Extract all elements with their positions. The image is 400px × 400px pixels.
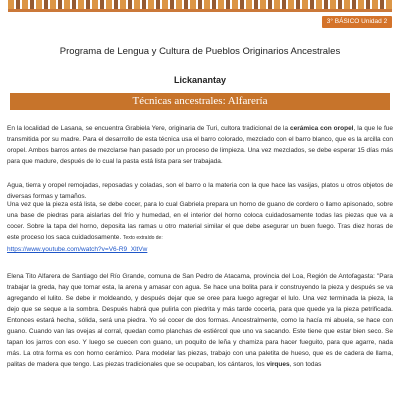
paragraph-4 — [7, 271, 393, 370]
paragraph-3-text: Una vez que la pieza está lista, se debe cocer, para lo cual Gabriela prepara un horno de guano de cordero o llamo apisonado, sobre una base de piedras para aislarlas del frío y humedad, en el interior del horno coloca cuidadosamente todas las piezas que va a cocer. Sobre la tapa del horno, deposita las ramas u otro material similar el que debe asegurar un buen fuego. Tras diez horas de este proceso los saca cuidadosamente. — [7, 201, 393, 241]
section-banner: Técnicas ancestrales: Alfarería — [10, 93, 390, 110]
people-title: Lickanantay — [173, 75, 227, 85]
paragraph-1-text-a: En la localidad de Lasana, se encuentra Grabiela Yere, originaria de Turi, cultora tradicional de la — [7, 125, 291, 132]
paragraph-1-bold: cerámica con oropel — [290, 125, 354, 132]
program-title: Programa de Lengua y Cultura de Pueblos Originarios Ancestrales — [59, 46, 341, 57]
paragraph-3 — [7, 199, 393, 255]
paragraph-1-text-b: , la que le fue transmitida por su madre. Para el desarrollo de esta técnica usa el barro colorado, mezclado con el barro blanco, que es la arcilla con oropel. Ambos barros antes de mezclarse han pasado por un proceso de limpieza. Una vez mezclados, se debe esperar 15 días más para que madure, después de lo cual la pasta está lista para ser trabajada. — [7, 125, 394, 165]
paragraph-2: Agua, tierra y oropel remojadas, reposadas y coladas, son el barro o la materia con la que hace las vasijas, platos u otros objetos de diversas formas y tamaños. — [7, 182, 393, 200]
decorative-border — [8, 0, 392, 12]
unit-badge: 3° BÁSICO Unidad 2 — [322, 16, 392, 28]
source-note: Texto extraído de: — [122, 235, 163, 241]
paragraph-4-text-b: , son todas — [289, 361, 322, 368]
source-link[interactable]: https://www.youtube.com/watch?v=V6-R9_XltVw — [7, 246, 148, 253]
paragraph-4-text-a: Elena Tito Alfarera de Santiago del Río Grande, comuna de San Pedro de Atacama, provincia del Loa, Región de Antofagasta: "Para trabajar la greda, hay que tomar esta, la arena y amasar con agua. Se hace una bolita para ir construyendo la pieza y después se va agregando el lulito. Se debe ir moldeando, y después dejar que se oree para luego agregar el lulo. Una vez terminada la pieza, la dejo que se seque a la sombra. Después habrá que pulirla con piedrita y más tarde cocerla, para que quede ya la pieza petrificada. Entonces estará hecha, sólida, será una piedra. Yo sé cocer de dos formas. Ancestralmente, como la hacía mi abuela, se hace con guano. Cuando van las ovejas al corral, quedan como planchas de estiércol que uno va sacando. Este tiene que estar bien seco. Se tapan los jarros con eso. Y luego se cuecen con guano, un poquito de leña y chamiza para hacer fueguito, para que agarre, nada más. La otra forma es con horno cerámico. Para modelar las piezas, trabajo con una paletita de hueso, que es de cadera de llama, palitas de madera que tengo. Las piezas tradicionales que se ocupaban, los cántaros, los — [7, 273, 393, 368]
paragraph-1 — [7, 123, 393, 167]
paragraph-4-bold: virques — [266, 361, 290, 368]
